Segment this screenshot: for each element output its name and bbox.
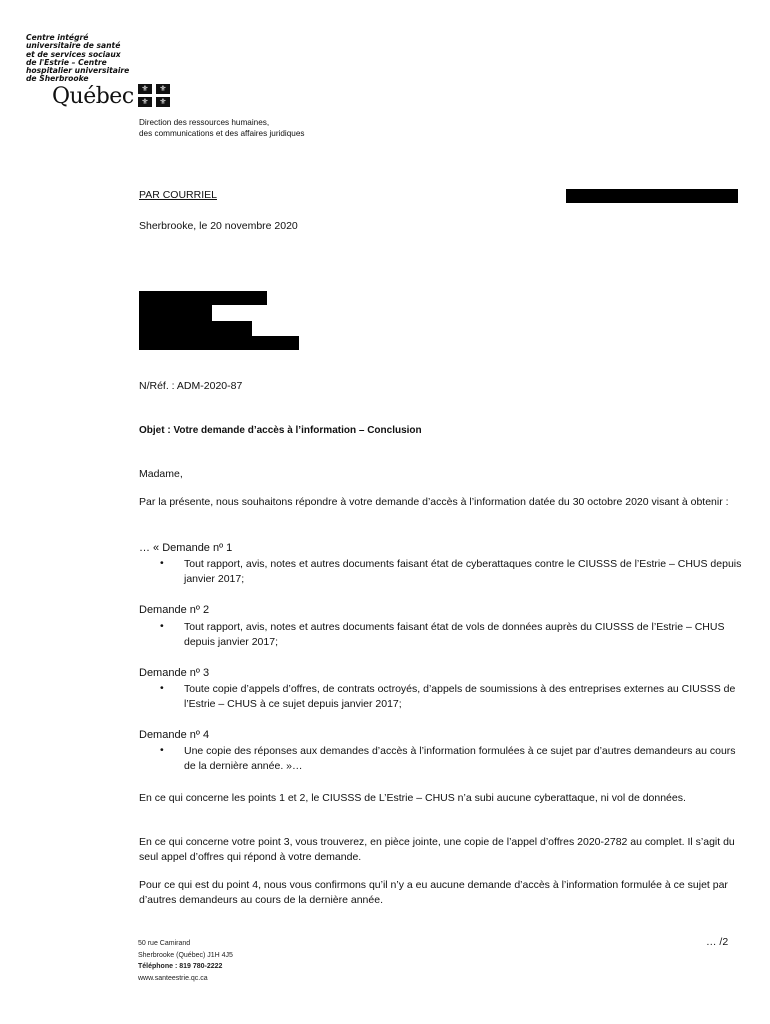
bullet-icon: • [160,682,164,694]
fleur-de-lis-icon: ⚜ [138,84,152,94]
address-line: Sherbrooke (Québec) J1H 4J5 [138,951,233,959]
request-text: Tout rapport, avis, notes et autres documents faisant état de cyberattaques contre le CIUSSS de l’Estrie – CHUS depuis janvier 2017; [184,558,742,585]
fleur-de-lis-icon: ⚜ [156,97,170,107]
redacted-block [139,321,252,336]
fleur-de-lis-icon: ⚜ [156,84,170,94]
bullet-icon: • [160,557,164,569]
response-paragraph: En ce qui concerne les points 1 et 2, le CIUSSS de L’Estrie – CHUS n’a subi aucune cyberattaque, ni vol de données. [139,792,686,804]
place-date: Sherbrooke, le 20 novembre 2020 [139,220,298,232]
org-line: universitaire de santé [26,41,121,51]
bullet-icon: • [160,620,164,632]
redacted-block [566,189,738,203]
quebec-wordmark: Québec [52,84,134,109]
subject-line: Objet : Votre demande d’accès à l’information – Conclusion [139,425,422,436]
organization-name-block [26,34,146,84]
reference-number: N/Réf. : ADM-2020-87 [139,380,243,392]
request-heading: Demande nº 2 [139,604,210,616]
request-text: Tout rapport, avis, notes et autres documents faisant état de vols de données auprès du CIUSSS de l’Estrie – CHUS depuis janvier 2017; [184,621,725,648]
request-heading: … « Demande nº 1 [139,542,233,554]
redacted-block [139,305,212,321]
org-line: Centre intégré [26,33,89,42]
salutation: Madame, [139,468,183,480]
bullet-icon: • [160,744,164,756]
response-paragraph: Pour ce qui est du point 4, nous vous confirmons qu’il n’y a eu aucune demande d’accès à l’information formulée à ce sujet par d’autres demandeurs au cours de la dernière année. [139,879,728,906]
delivery-method: PAR COURRIEL [139,189,217,201]
redacted-block [139,336,299,350]
response-paragraph: En ce qui concerne votre point 3, vous trouverez, en pièce jointe, une copie de l’appel d’offres 2020-2782 au complet. Il s’agit du seul appel d’offres qui répond à votre demande. [139,836,735,863]
page-indicator: … /2 [706,936,729,948]
redacted-block [139,291,267,305]
fleur-de-lis-icon: ⚜ [138,97,152,107]
org-line: et de services sociaux [26,49,121,59]
intro-paragraph: Par la présente, nous souhaitons répondre à votre demande d’accès à l’information datée du 30 octobre 2020 visant à obtenir : [139,496,729,508]
address-line: 50 rue Camirand [138,940,191,947]
footer-address [138,938,233,984]
department-line: des communications et des affaires juridiques [139,128,305,138]
department-line: Direction des ressources humaines, [139,118,270,127]
request-heading: Demande nº 4 [139,729,210,741]
website-link[interactable]: www.santeestrie.qc.ca [138,974,208,982]
org-line: de l'Estrie – Centre [26,57,107,67]
request-heading: Demande nº 3 [139,667,210,679]
request-text: Toute copie d’appels d’offres, de contrats octroyés, d’appels de soumissions à des entreprises externes au CIUSSS de l’Estrie – CHUS à ce sujet depuis janvier 2017; [184,683,736,710]
org-line: de Sherbrooke [26,74,89,84]
department-name [139,118,305,139]
org-line: hospitalier universitaire [26,66,130,76]
request-text: Une copie des réponses aux demandes d’accès à l’information formulées à ce sujet par d’autres demandeurs au cours de la dernière année. »… [184,745,736,772]
phone-number: Téléphone : 819 780-2222 [138,963,223,970]
